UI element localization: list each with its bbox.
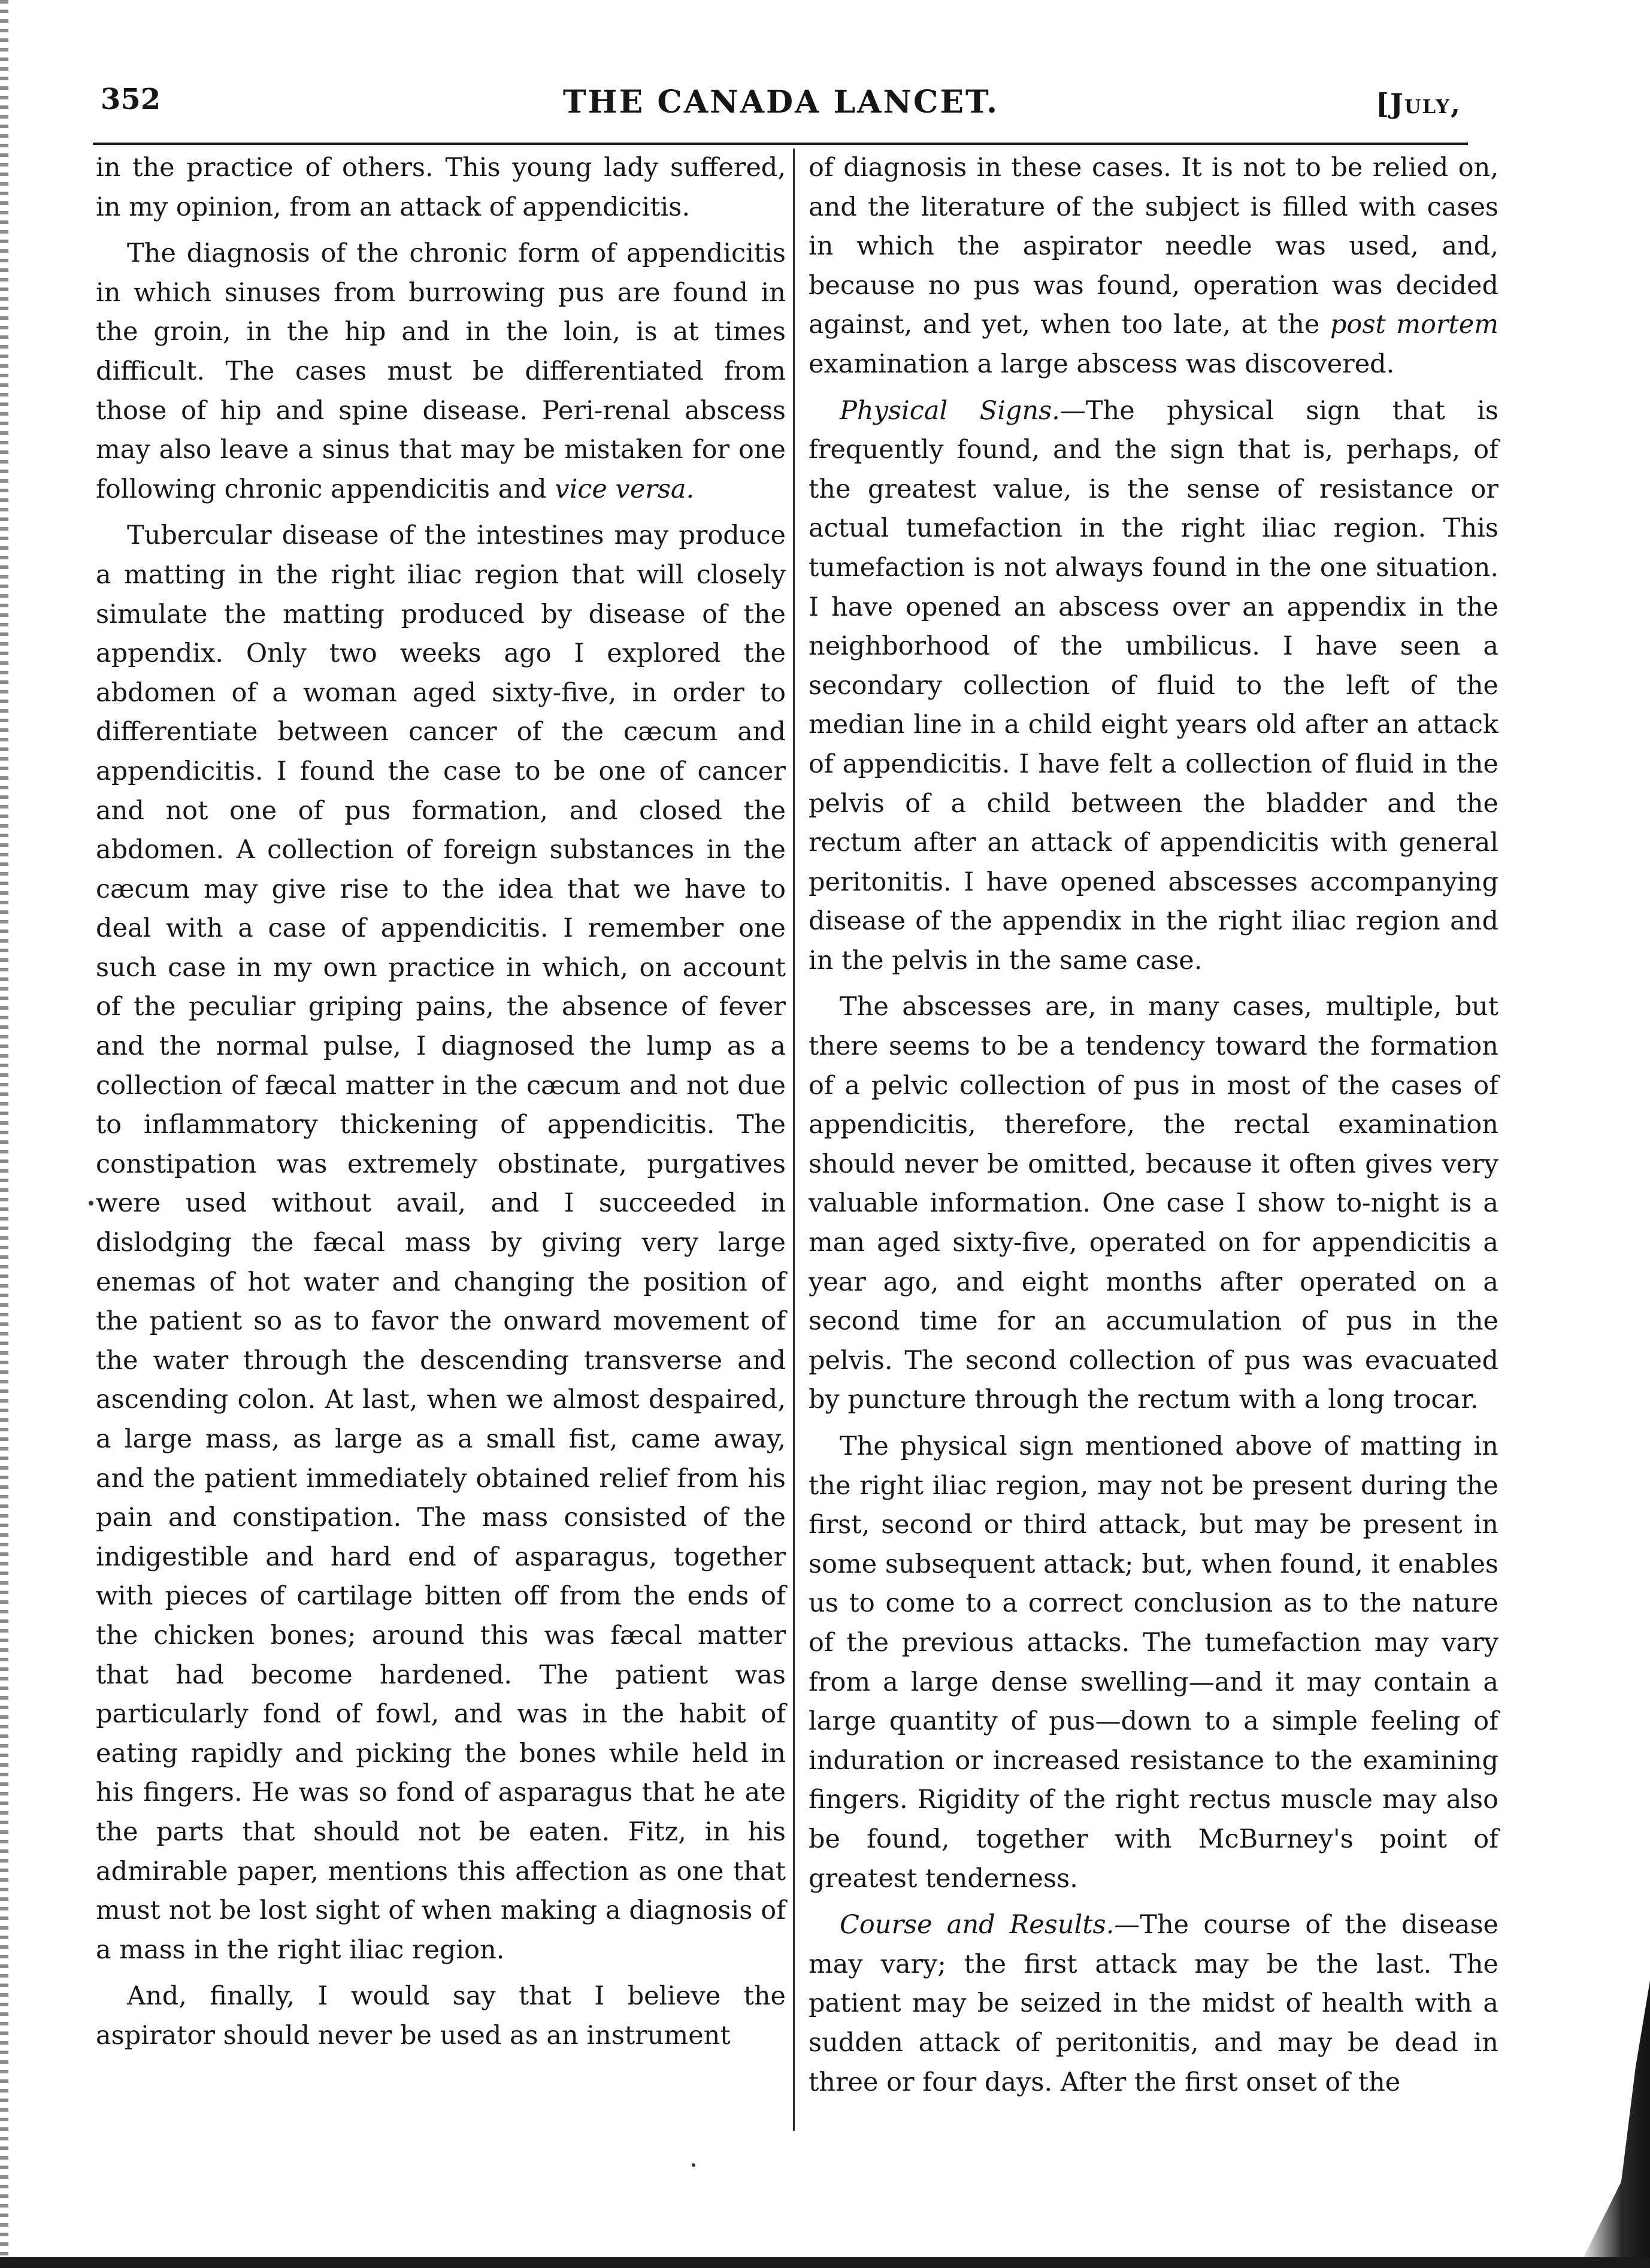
paragraph-text: The abscesses are, in many cases, multiple, but there seems to be a tendency toward the formation of a pelvic collection of pus in most of the cases of appendicitis, therefore, the rectal examination should never be omitted, because it often gives very valuable information. One case I show to-night is a man aged sixty-five, operated on for appendicitis a year ago, and eight months after operated on a second time for an accumulation of pus in the pelvis. The second collection of pus was evacuated by puncture through the rectum with a long trocar. — [809, 992, 1498, 1415]
paragraph-text: The physical sign mentioned above of matting in the right iliac region, may not be present during the first, second or third attack, but may be present in some subsequent attack; but, when found, it enables us to come to a correct conclusion as to the nature of the previous attacks. The tumefaction may vary from a large dense swelling—and it may contain a large quantity of pus—down to a simple feeling of induration or increased resistance to the examining fingers. Rigidity of the right rectus muscle may also be found, together with McBurney's point of greatest tenderness. — [809, 1431, 1498, 1894]
left-column — [96, 149, 786, 2063]
section-lead-physical-signs: Physical Signs. — [840, 395, 1060, 426]
paragraph — [96, 1977, 786, 2055]
paragraph-italic: post mortem — [1330, 310, 1498, 340]
scanned-page-bottom-edge — [0, 2257, 1650, 2268]
paragraph — [809, 149, 1498, 384]
running-head — [101, 83, 1461, 137]
paragraph-text: And, finally, I would say that I believe the aspirator should never be used as an instrument — [96, 1981, 786, 2051]
page-number: 352 — [101, 83, 161, 116]
paragraph — [809, 1427, 1498, 1898]
margin-ink-mark — [89, 1201, 93, 1206]
paragraph-text: —The course of the disease may vary; the first attack may be the last. The patient may be seized in the midst of health with a sudden attack of peritonitis, and may be dead in three or four days. After the first onset of the — [809, 1910, 1498, 2097]
scanned-page-left-edge — [0, 0, 8, 2268]
section-lead-course-and-results: Course and Results. — [840, 1910, 1115, 1940]
right-column — [809, 149, 1498, 2109]
paragraph — [96, 516, 786, 1970]
journal-title: THE CANADA LANCET. — [562, 84, 1000, 120]
paragraph — [96, 234, 786, 509]
paragraph-text: of diagnosis in these cases. It is not to be relied on, and the literature of the subject is filled with cases in which the aspirator needle was used, and, because no pus was found, operation was decided against, and yet, when too late, at the — [809, 153, 1498, 340]
paragraph-text: —The physical sign that is frequently found, and the sign that is, perhaps, of the greatest value, is the sense of resistance or actual tumefaction in the right iliac region. This tumefaction is not always found in the one situation. I have opened an abscess over an appendix in the neighborhood of the umbilicus. I have seen a secondary collection of fluid to the left of the median line in a child eight years old after an attack of appendicitis. I have felt a collection of fluid in the pelvis of a child between the bladder and the rectum after an attack of appendicitis with general peritonitis. I have opened abscesses accompanying disease of the appendix in the right iliac region and in the pelvis in the same case. — [809, 395, 1498, 976]
paragraph-text: in the practice of others. This young lady suffered, in my opinion, from an attack of appendicitis. — [96, 153, 786, 222]
paragraph-text: Tubercular disease of the intestines may produce a matting in the right iliac region that will closely simulate the matting produced by disease of the appendix. Only two weeks ago I explored the abdomen of a woman aged sixty-five, in order to differentiate between cancer of the cæcum and appendicitis. I found the case to be one of cancer and not one of pus formation, and closed the abdomen. A collection of foreign substances in the cæcum may give rise to the idea that we have to deal with a case of appendicitis. I remember one such case in my own practice in which, on account of the peculiar griping pains, the absence of fever and the normal pulse, I diagnosed the lump as a collection of fæcal matter in the cæcum and not due to inflammatory thickening of appendicitis. The constipation was extremely obstinate, purgatives were used without avail, and I succeeded in dislodging the fæcal mass by giving very large enemas of hot water and changing the position of the patient so as to favor the onward movement of the water through the descending transverse and ascending colon. At last, when we almost despaired, a large mass, as large as a small fist, came away, and the patient immediately obtained relief from his pain and constipation. The mass consisted of the indigestible and hard end of asparagus, together with pieces of cartilage bitten off from the ends of the chicken bones; around this was fæcal matter that had become hardened. The patient was particularly fond of fowl, and was in the habit of eating rapidly and picking the bones while held in his fingers. He was so fond of asparagus that he ate the parts that should not be eaten. Fitz, in his admirable paper, mentions this affection as one that must not be lost sight of when making a diagnosis of a mass in the right iliac region. — [96, 520, 786, 1965]
column-divider — [793, 149, 795, 2131]
issue-month: [July, — [1376, 87, 1461, 120]
paragraph-text: The diagnosis of the chronic form of appendicitis in which sinuses from burrowing pus are found in the groin, in the hip and in the loin, is at times difficult. The cases must be differentiated from those of hip and spine disease. Peri-renal abscess may also leave a sinus that may be mistaken for one following chronic appendicitis and — [96, 238, 786, 504]
paragraph-text-after: examination a large abscess was discovered. — [809, 349, 1395, 379]
paragraph — [96, 149, 786, 227]
paragraph-italic: vice versa. — [555, 474, 695, 504]
stray-ink-dot — [692, 2163, 695, 2167]
paragraph — [809, 1906, 1498, 2102]
paragraph — [809, 392, 1498, 981]
paragraph — [809, 988, 1498, 1420]
header-rule — [93, 143, 1468, 145]
page-curl-shadow — [1578, 1981, 1650, 2268]
